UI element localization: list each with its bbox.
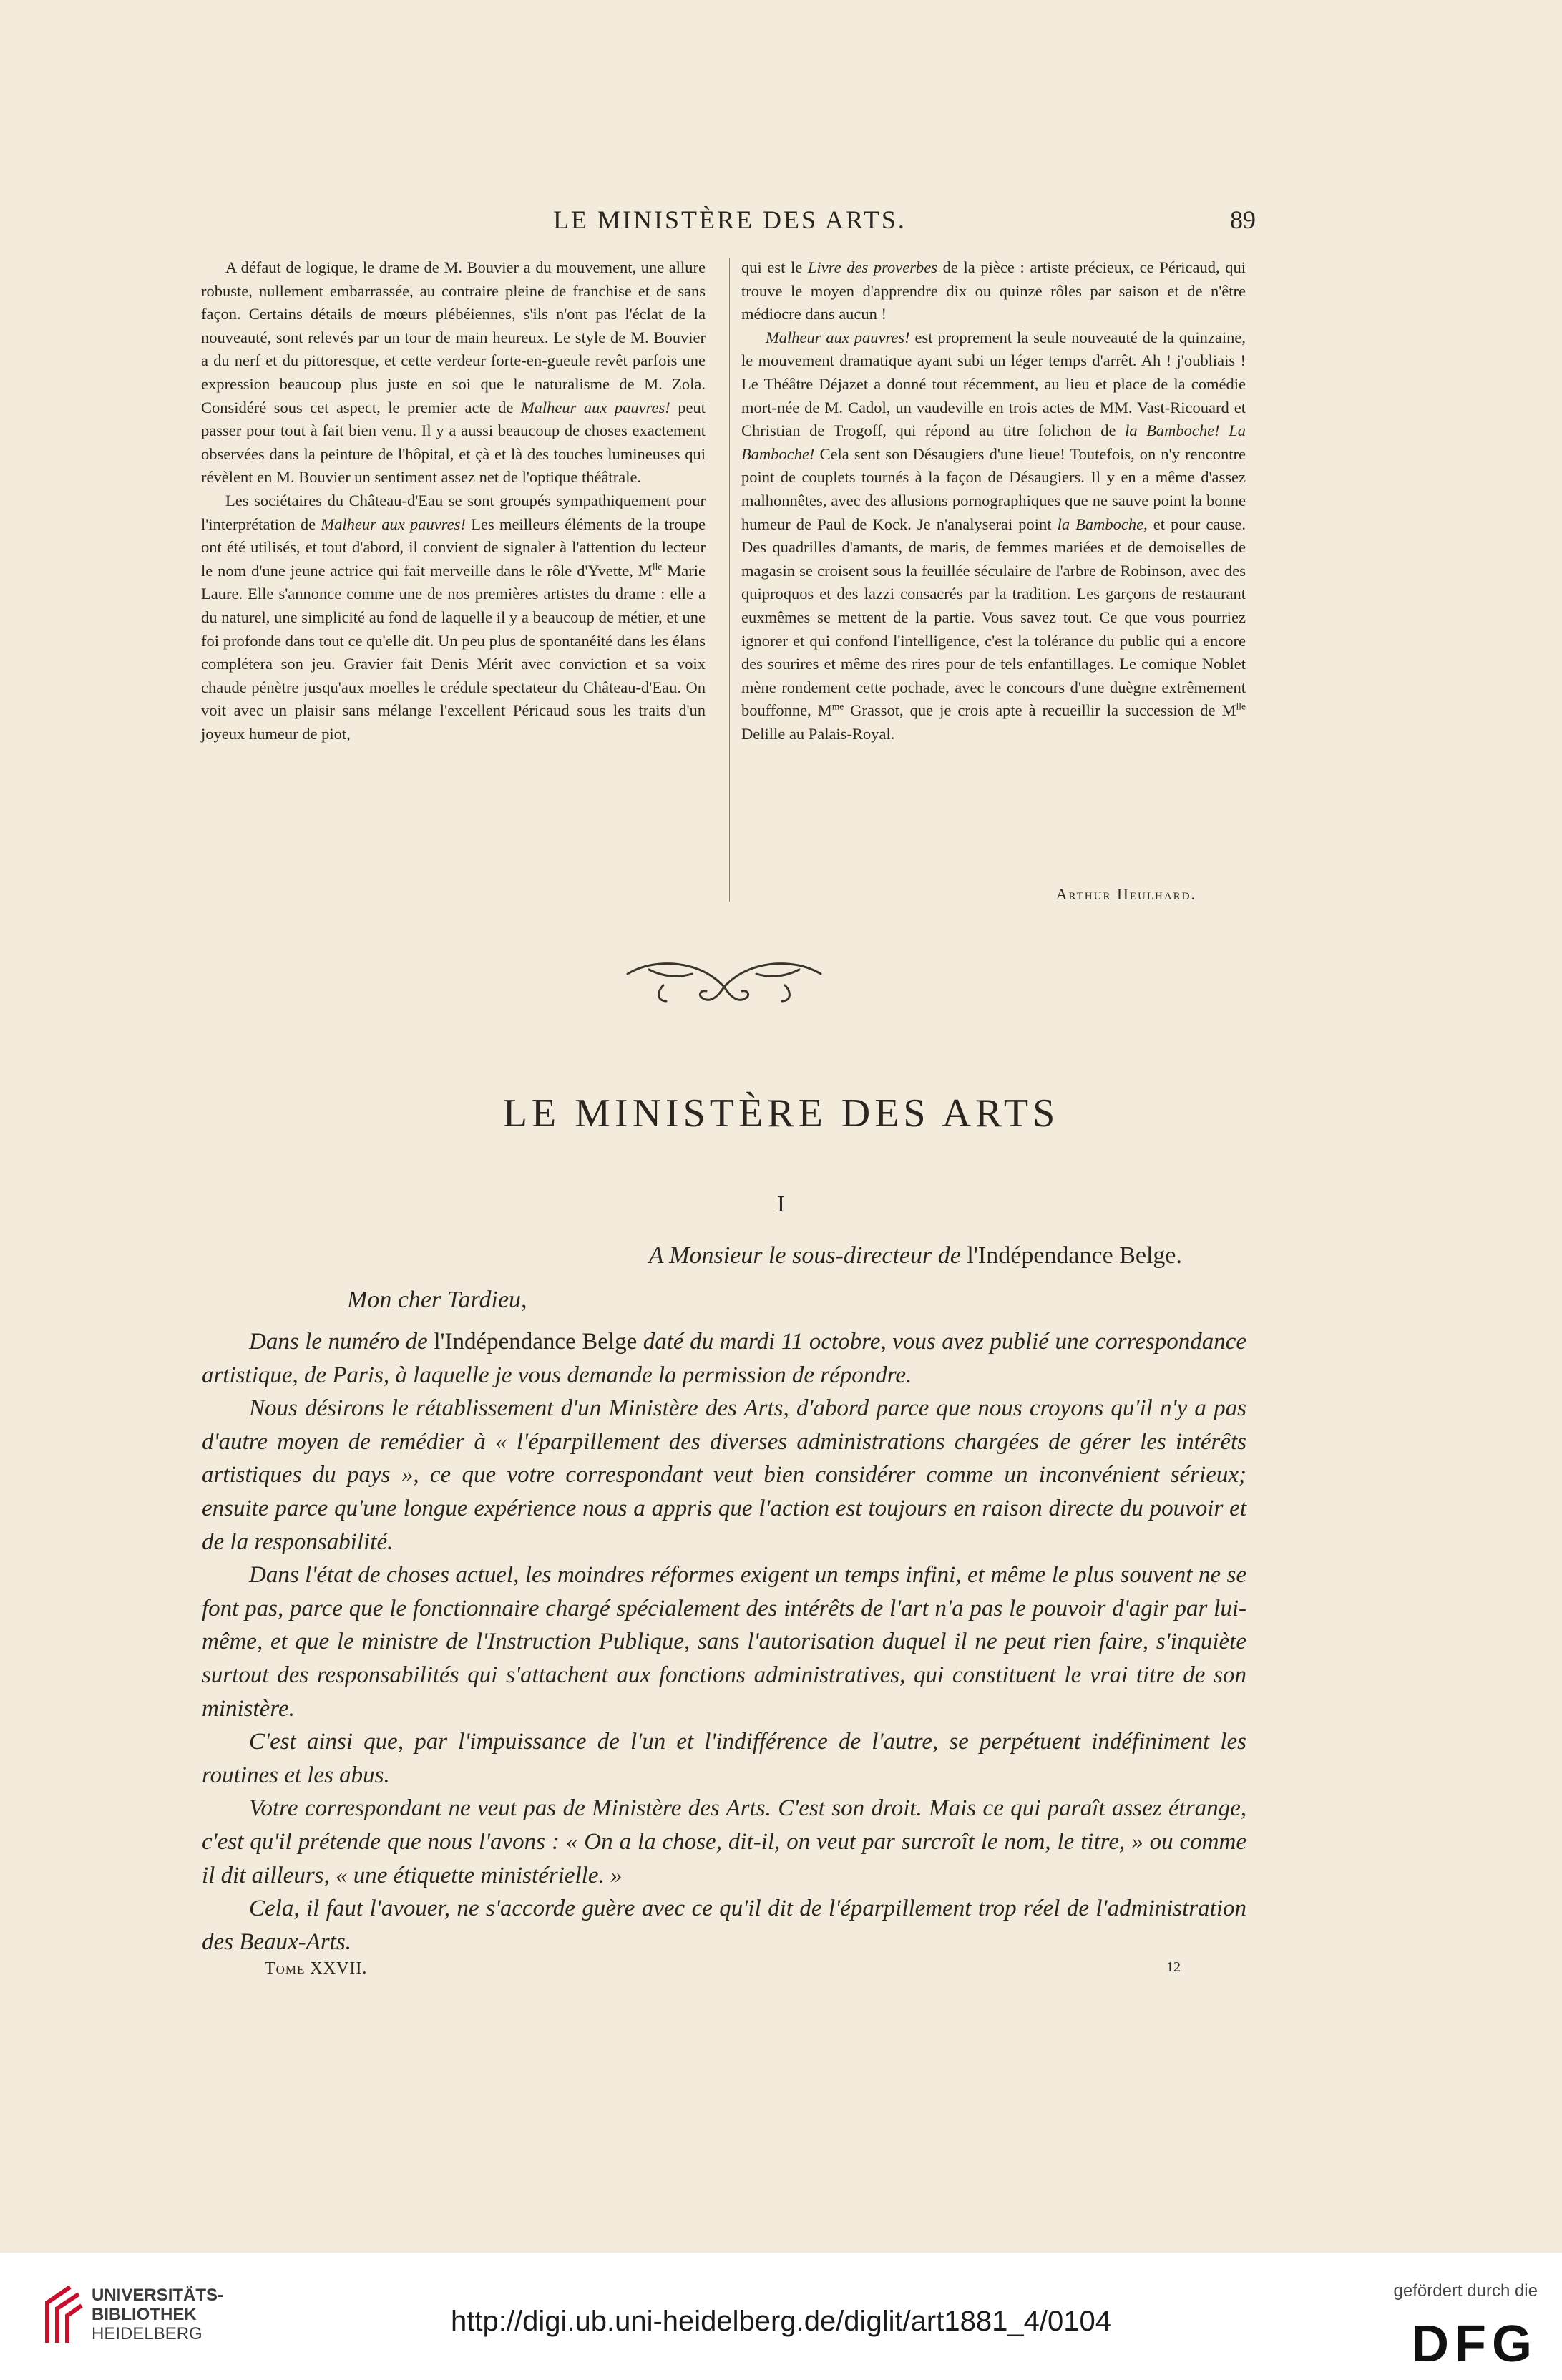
text-run: Dans le numéro de <box>249 1329 434 1355</box>
text-run: Cela sent son Désaugiers d'une lieue! Toutefois, on n'y rencontre point de couplets tournés à la façon de Désaugiers. Il y en a même d'assez malhonnêtes, avec des allusions pornographiques que ne sauve point la bonne humeur de Paul de Kock. Je n'analyserai point <box>741 444 1246 533</box>
footer-signature-mark: 12 <box>1166 1959 1181 1975</box>
text-run: l'Indépendance Belge <box>434 1329 638 1355</box>
text-run: peut passer pour tout à fait bien venu. Il y a aussi beaucoup de choses exactement observées dans la peinture de l'hôpital, et çà et là des touches lumineuses qui révèlent en M. Bouvier un sentiment assez net de l'optique théâtrale. <box>201 398 706 487</box>
text-run: A défaut de logique, le drame de M. Bouvier a du mouvement, une allure robuste, nullement embarrassée, au contraire pleine de franchise et de sans façon. Certains détails de mœurs plébéiennes, s'ils n'ont pas l'éclat de la nouveauté, sont relevés par un tour de main heureux. Le style de M. Bouvier a du nerf et du pittoresque, et cette verdeur forte-en-gueule revêt parfois une expression beaucoup plus juste en soi que le naturalisme de M. Zola. Considéré sous cet aspect, le premier acte de <box>201 258 706 416</box>
letter-body <box>202 1325 1246 1959</box>
text-run: daté du mardi 11 octobre, vous avez publié une correspondance artistique, de Paris, à laquelle je vous demande la permission de répondre. <box>202 1329 1247 1388</box>
text-run: qui est le <box>741 258 808 276</box>
section-number: I <box>777 1191 785 1216</box>
page-header <box>204 205 1256 240</box>
letter-paragraph <box>202 1559 1246 1725</box>
paragraph <box>201 489 706 746</box>
page-number: 89 <box>1230 205 1256 234</box>
letter-paragraph <box>202 1392 1246 1559</box>
text-run: Votre correspondant ne veut pas de Ministère des Arts. C'est son droit. Mais ce qui paraît assez étrange, c'est qu'il prétende que nous l'avons : « On a la chose, dit-il, on veut par surcroît le nom, le titre, » ou comme il dit ailleurs, « une étiquette ministérielle. » <box>202 1795 1246 1888</box>
text-run: Grassot, que je crois apte à recueillir la succession de M <box>844 701 1236 720</box>
footer-tome: Tome XXVII. <box>265 1959 368 1978</box>
text-run: Dans l'état de choses actuel, les moindres réformes exigent un temps infini, et même le plus souvent ne se font pas, parce que le fonctionnaire chargé spécialement des intérêts de l'art n'a pas le pouvoir d'agir par lui-même, et que le ministre de l'Instruction Publique, sans l'autorisation duquel il ne peut rien faire, s'inquiète surtout des responsabilités qui s'attachent aux fonctions administratives, qui constituent le vrai titre de son ministère. <box>202 1562 1246 1722</box>
text-run: Delille au Palais-Royal. <box>741 724 895 743</box>
letter-salutation: Mon cher Tardieu, <box>347 1287 527 1313</box>
right-column <box>741 256 1246 746</box>
left-column <box>201 256 706 746</box>
letter-paragraph <box>202 1892 1246 1959</box>
text-run: Les meilleurs éléments de la troupe ont été utilisés, et tout d'abord, il convient de signaler à l'attention du lecteur le nom d'une jeune actrice qui fait merveille dans le rôle d'Yvette, M <box>201 514 706 580</box>
paragraph <box>741 256 1246 326</box>
library-name-line: BIBLIOTHEK <box>92 2305 197 2324</box>
superscript: lle <box>1236 701 1246 712</box>
text-run: Marie Laure. Elle s'annonce comme une de nos premières artistes du drame : elle a du naturel, une simplicité au fond de laquelle il y a beaucoup de métier, et une foi profonde dans tout ce qu'elle dit. Un peu plus de spontanéité dans les élans complétera son jeu. Gravier fait Denis Mérit avec conviction et sa voix chaude pénètre jusqu'aux moelles le crédule spectateur du Château-d'Eau. On voit avec un plaisir sans mélange l'excellent Péricaud sous les traits d'un joyeux humeur de piot, <box>201 561 706 743</box>
italic-text: Malheur aux pauvres! <box>520 398 670 416</box>
italic-text: Malheur aux pauvres! <box>321 514 466 533</box>
text-run: est proprement la seule nouveauté de la quinzaine, le mouvement dramatique ayant subi un léger temps d'arrêt. Ah ! j'oubliais ! Le Théâtre Déjazet a donné tout récemment, au lieu et place de la comédie mort-née de M. Cadol, un vaudeville en trois actes de MM. Vast-Ricouard et Christian de Trogoff, qui répond au titre folichon de <box>741 328 1246 440</box>
library-name-line: UNIVERSITÄTS- <box>92 2286 224 2305</box>
funded-by-label: gefördert durch die <box>1393 2281 1538 2301</box>
letter-paragraph <box>202 1325 1246 1392</box>
letter-addressee <box>202 1242 1182 1269</box>
author-signature: Arthur Heulhard. <box>1055 885 1196 903</box>
italic-text: Malheur aux pauvres! <box>766 328 910 346</box>
text-run: Les sociétaires du Château-d'Eau se sont groupés sympathiquement pour l'interprétation de <box>201 491 706 533</box>
italic-text: la Bamboche <box>1057 514 1144 533</box>
text-run: Nous désirons le rétablissement d'un Ministère des Arts, d'abord parce que nous croyons qu'il n'y a pas d'autre moyen de remédier à « l'éparpillement des diverses administrations chargées de gérer les intérêts artistiques du pays », ce que votre correspondant veut bien considérer comme un inconvénient sérieux; ensuite parce qu'une longue expérience nous a appris que l'action est toujours en raison directe du pouvoir et de la responsabilité. <box>202 1395 1246 1555</box>
article-title: LE MINISTÈRE DES ARTS <box>502 1091 1060 1136</box>
column-divider <box>729 258 730 902</box>
library-name-line: HEIDELBERG <box>92 2324 202 2344</box>
letter-paragraph <box>202 1725 1246 1792</box>
running-title: LE MINISTÈRE DES ARTS. <box>553 205 907 234</box>
text-run: C'est ainsi que, par l'impuissance de l'un et l'indifférence de l'autre, se perpétuent indéfiniment les routines et les abus. <box>202 1729 1246 1788</box>
addressee-part: A Monsieur le sous-directeur de <box>648 1242 967 1269</box>
addressee-part: l'Indépendance Belge. <box>967 1242 1182 1269</box>
superscript: me <box>831 701 844 712</box>
ornament-flourish <box>620 948 828 1011</box>
text-run: Cela, il faut l'avouer, ne s'accorde guère avec ce qu'il dit de l'éparpillement trop réel de l'administration des Beaux-Arts. <box>202 1896 1246 1955</box>
paragraph <box>201 256 706 489</box>
digitization-banner <box>0 2253 1562 2380</box>
italic-text: Livre des proverbes <box>807 258 937 276</box>
italic-text: la Bamboche! La Bamboche! <box>741 421 1246 463</box>
text-run: , et pour cause. Des quadrilles d'amants, de maris, de femmes mariées et de demoiselles de magasin se croisent sous la feuillée séculaire de l'arbre de Robinson, avec des quiproquos et des lazzi consacrés par la tradition. Les garçons de restaurant euxmêmes se mettent de la partie. Vous savez tout. Ce que vous pourriez ignorer et qui confond l'intelligence, c'est la tolérance du public qui a encore des sourires et même des rires pour de tels enfantillages. Le comique Noblet mène rondement cette pochade, avec le concours d'une duègne extrêmement bouffonne, M <box>741 514 1246 720</box>
letter-paragraph <box>202 1792 1246 1892</box>
paragraph <box>741 326 1246 746</box>
text-run: de la pièce : artiste précieux, ce Péricaud, qui trouve le moyen d'apprendre dix ou quinze rôles par saison et de n'être médiocre dans aucun ! <box>741 258 1246 323</box>
dfg-logo: DFG <box>1412 2316 1538 2373</box>
permalink-url[interactable]: http://digi.ub.uni-heidelberg.de/diglit/art1881_4/0104 <box>451 2306 1111 2337</box>
superscript: lle <box>652 561 663 572</box>
